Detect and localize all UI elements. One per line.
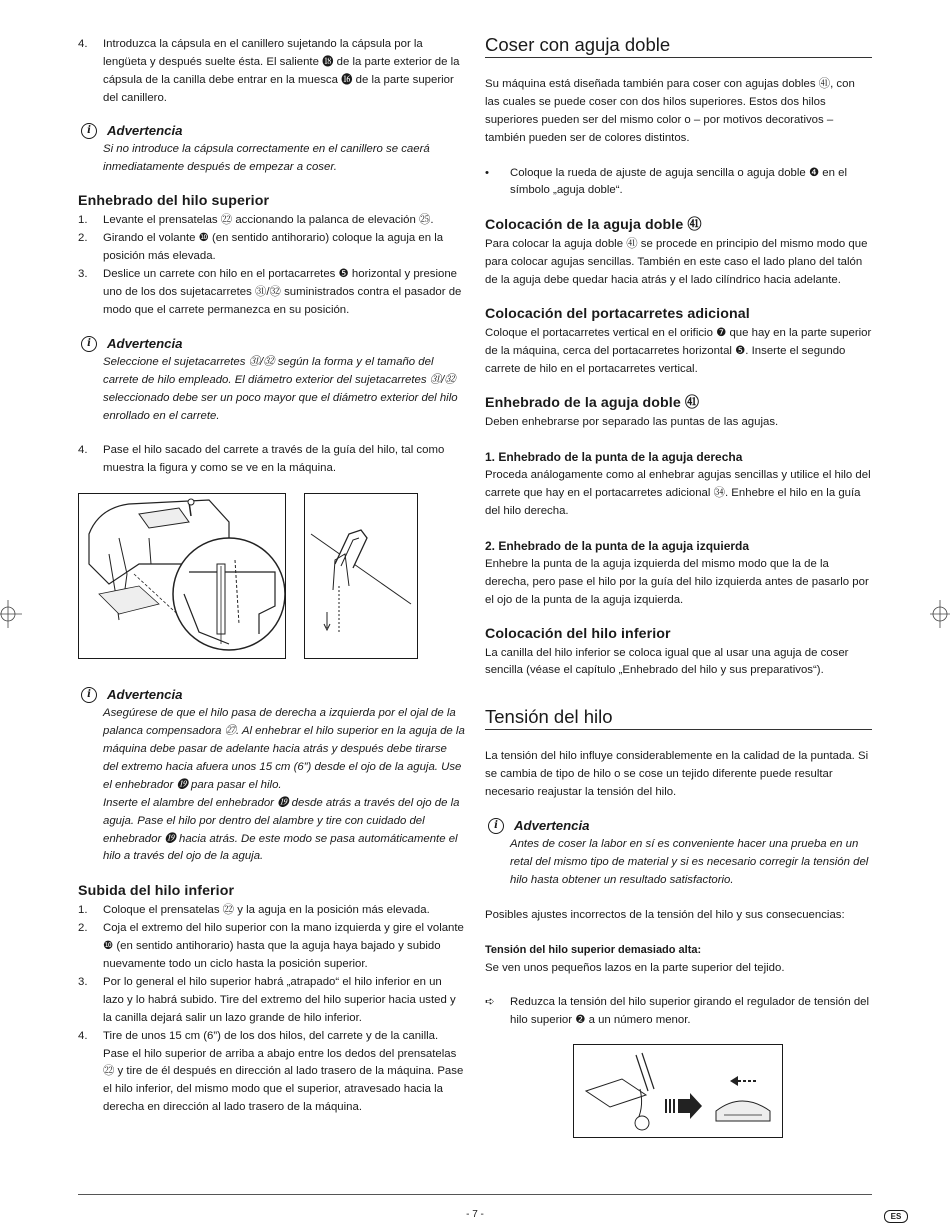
warning-block: i Advertencia Asegúrese de que el hilo pasa de derecha a izquierda por el ojal de la palanca compensadora ㉗. Al enhebrar el hilo superior en la aguja de la máquina debe pasar de adelante hacia atrás y después debe tirarse del extremo hacia afuera unos 15 cm (6”) desde el ojo de la aguja. Use el enhebrador ⓳ para pasar el hilo. Inserte el alambre del enhebrador ⓳ desde atrás a través del ojo de la aguja. Pase el hilo por dentro del alambre y tire con cuidado del enhebrador ⓳ hacia atrás. De este modo se pasa automáticamente el hilo a través del ojo de la aguja. (78, 685, 465, 866)
list-item: 2. Coja el extremo del hilo superior con la mano izquierda y gire el volante ❿ (en sentido antihorario) hasta que la aguja haya bajado y subido nuevamente todo un ciclo hasta la posición superior. (78, 922, 464, 970)
heading-thread-tension: Tensión del hilo (485, 708, 872, 730)
heading-threading-double-needle: Enhebrado de la aguja doble ㊶ (485, 394, 700, 411)
paragraph: Para colocar la aguja doble ㊶ se procede en principio del mismo modo que para colocar agujas sencillas. También en este caso el lado plano del talón de la aguja debe quedar hacia atrás y el lado cilíndrico hacia adelante. (485, 238, 868, 287)
threading-figures (78, 493, 465, 659)
list-item: 4. Introduzca la cápsula en el canillero sujetando la cápsula por la lengüeta y después suelte ésta. El saliente ⓲ de la parte exterior de la cápsula de la canilla debe entrar en la muesca ⓰ de la parte superior del canillero. (78, 38, 460, 104)
needle-thread-detail-illustration (304, 493, 418, 659)
tension-figure-wrapper (485, 1044, 872, 1145)
upper-thread-step-list (78, 212, 465, 319)
list-item: 4. Tire de unos 15 cm (6”) de los dos hilos, del carrete y de la canilla. Pase el hilo superior de arriba a abajo entre los dedos del prensatelas ㉒ y tire de él después en dirección al lado trasero de la máquina. Pase el hilo inferior, del mismo modo que el superior, atravesado hacia la derecha en dirección al lado trasero de la máquina. (78, 1029, 464, 1114)
heading-spool-holder: Colocación del portacarretes adicional (485, 305, 750, 322)
paragraph: Deben enhebrarse por separado las puntas de las agujas. (485, 415, 779, 428)
language-badge: ES (884, 1210, 908, 1223)
warning-block: i Advertencia Seleccione el sujetacarretes ㉛/㉜ según la forma y el tamaño del carrete de hilo empleado. El diámetro exterior del sujetacarretes ㉛/㉜ seleccionado debe ser un poco mayor que el diámetro exterior del hilo enrollado en el carrete. (78, 334, 465, 426)
section-title-upper-thread: Enhebrado del hilo superior (78, 193, 270, 210)
paragraph: Coloque el portacarretes vertical en el orificio ❼ que hay en la parte superior de la máquina, cerca del portacarretes horizontal ❺. Inserte el segundo carrete de hilo en el portacarretes vertical. (485, 326, 872, 375)
left-column (78, 36, 465, 1117)
bold-label: Tensión del hilo superior demasiado alta: (485, 943, 702, 956)
warning-text: Inserte el alambre del enhebrador ⓳ desde atrás a través del ojo de la aguja. Pase el hilo por dentro del alambre y tire con cuidado del enhebrador ⓳ hacia atrás. De este modo se pasa automáticamente el hilo a través del ojo de la aguja. (103, 796, 460, 863)
arrow-right-icon: ➪ (485, 996, 495, 1009)
info-icon: i (488, 818, 504, 834)
tension-adjustment-illustration (573, 1044, 783, 1138)
footer-divider (78, 1194, 872, 1195)
subheading-right-needle: 1. Enhebrado de la punta de la aguja derecha (485, 450, 743, 465)
threading-step-list (78, 442, 465, 478)
instruction-item: ➪ Reduzca la tensión del hilo superior girando el regulador de tensión del hilo superior ❷ a un número menor. (485, 996, 870, 1027)
warning-text: Antes de coser la labor en sí es conveniente hacer una prueba en un retal del mismo tipo de material y si es necesario corregir la tensión del hilo hasta obtener un resultado satisfactorio. (510, 838, 869, 886)
heading-double-needle: Coser con aguja doble (485, 36, 872, 58)
warning-text: Asegúrese de que el hilo pasa de derecha a izquierda por el ojal de la palanca compensadora ㉗. Al enhebrar el hilo superior en la aguja de la máquina debe pasar de adelante hacia atrás y después debe tirarse del extremo hacia afuera unos 15 cm (6”) desde el ojo de la aguja. Use el enhebrador ⓳ para pasar el hilo. (103, 707, 465, 791)
paragraph: Posibles ajustes incorrectos de la tensión del hilo y sus consecuencias: (485, 908, 845, 921)
paragraph: La tensión del hilo influye considerablemente en la calidad de la puntada. Si se cambia de tipo de hilo o se cose un tejido diferente puede resultar necesario reajustar la tensión del hilo. (485, 750, 869, 799)
warning-text: Seleccione el sujetacarretes ㉛/㉜ según la forma y el tamaño del carrete de hilo empleado. El diámetro exterior del sujetacarretes ㉛/㉜ seleccionado debe ser un poco mayor que el diámetro exterior del hilo enrollado en el carrete. (103, 355, 458, 422)
info-icon: i (81, 123, 97, 139)
paragraph: Se ven unos pequeños lazos en la parte superior del tejido. (485, 961, 785, 974)
warning-text: Si no introduce la cápsula correctamente en el canillero se caerá inmediatamente después de empezar a coser. (103, 142, 430, 173)
bobbin-step-list (78, 36, 465, 108)
paragraph: La canilla del hilo inferior se coloca igual que al usar una aguja de coser sencilla (véase el capítulo „Enhebrado del hilo y sus preparativos“). (485, 646, 849, 677)
right-column (485, 36, 872, 1145)
info-icon: i (81, 336, 97, 352)
warning-block: i Advertencia Si no introduce la cápsula correctamente en el canillero se caerá inmediatamente después de empezar a coser. (78, 121, 465, 177)
list-item: 3. Por lo general el hilo superior habrá „atrapado“ el hilo inferior en un lazo y lo habrá subido. Tire del extremo del hilo superior hacia usted y la canilla dejará salir un lazo grande de hilo inferior. (78, 975, 456, 1024)
sewing-machine-threading-illustration (78, 493, 286, 659)
lower-thread-step-list (78, 902, 465, 1117)
list-item: 2. Girando el volante ❿ (en sentido antihorario) coloque la aguja en la posición más elevada. (78, 232, 444, 263)
info-icon: i (81, 687, 97, 703)
paragraph: Su máquina está diseñada también para coser con agujas dobles ㊶, con las cuales se puede coser con dos hilos superiores. Estos dos hilos superiores pueden ser del mismo color o – por motivos decorativos – también pueden ser de colores distintos. (485, 77, 855, 144)
bullet-item: • Coloque la rueda de ajuste de aguja sencilla o aguja doble ❹ en el símbolo „aguja doble“. (485, 166, 847, 197)
list-item: 3. Deslice un carrete con hilo en el portacarretes ❺ horizontal y presione uno de los dos sujetacarretes ㉛/㉜ suministrados contra el pasador de modo que el carrete permanezca en su posición. (78, 268, 462, 316)
page-number: - 7 - (466, 1209, 484, 1220)
section-title-lower-thread: Subida del hilo inferior (78, 883, 235, 900)
heading-lower-thread: Colocación del hilo inferior (485, 625, 671, 642)
paragraph: Enhebre la punta de la aguja izquierda del mismo modo que la de la derecha, pero pase el hilo por la guía del hilo izquierda antes de pasarlo por el ojo de la punta de la aguja izquierda. (485, 557, 869, 606)
crop-mark-right (926, 600, 950, 628)
paragraph: Proceda análogamente como al enhebrar agujas sencillas y utilice el hilo del carrete que hay en el portacarretes adicional ㉞. Enhebre el hilo en la guía del hilo derecha. (485, 469, 871, 518)
list-item: 1. Levante el prensatelas ㉒ accionando la palanca de elevación ㉕. (78, 214, 434, 227)
list-item: 4. Pase el hilo sacado del carrete a través de la guía del hilo, tal como muestra la figura y como se ve en la máquina. (78, 444, 445, 475)
list-item: 1. Coloque el prensatelas ㉒ y la aguja en la posición más elevada. (78, 904, 430, 917)
heading-needle-placement: Colocación de la aguja doble ㊶ (485, 217, 702, 234)
warning-block: i Advertencia Antes de coser la labor en sí es conveniente hacer una prueba en un retal del mismo tipo de material y si es necesario corregir la tensión del hilo hasta obtener un resultado satisfactorio. (485, 816, 872, 890)
crop-mark-left (0, 600, 26, 628)
subheading-left-needle: 2. Enhebrado de la punta de la aguja izquierda (485, 539, 750, 554)
